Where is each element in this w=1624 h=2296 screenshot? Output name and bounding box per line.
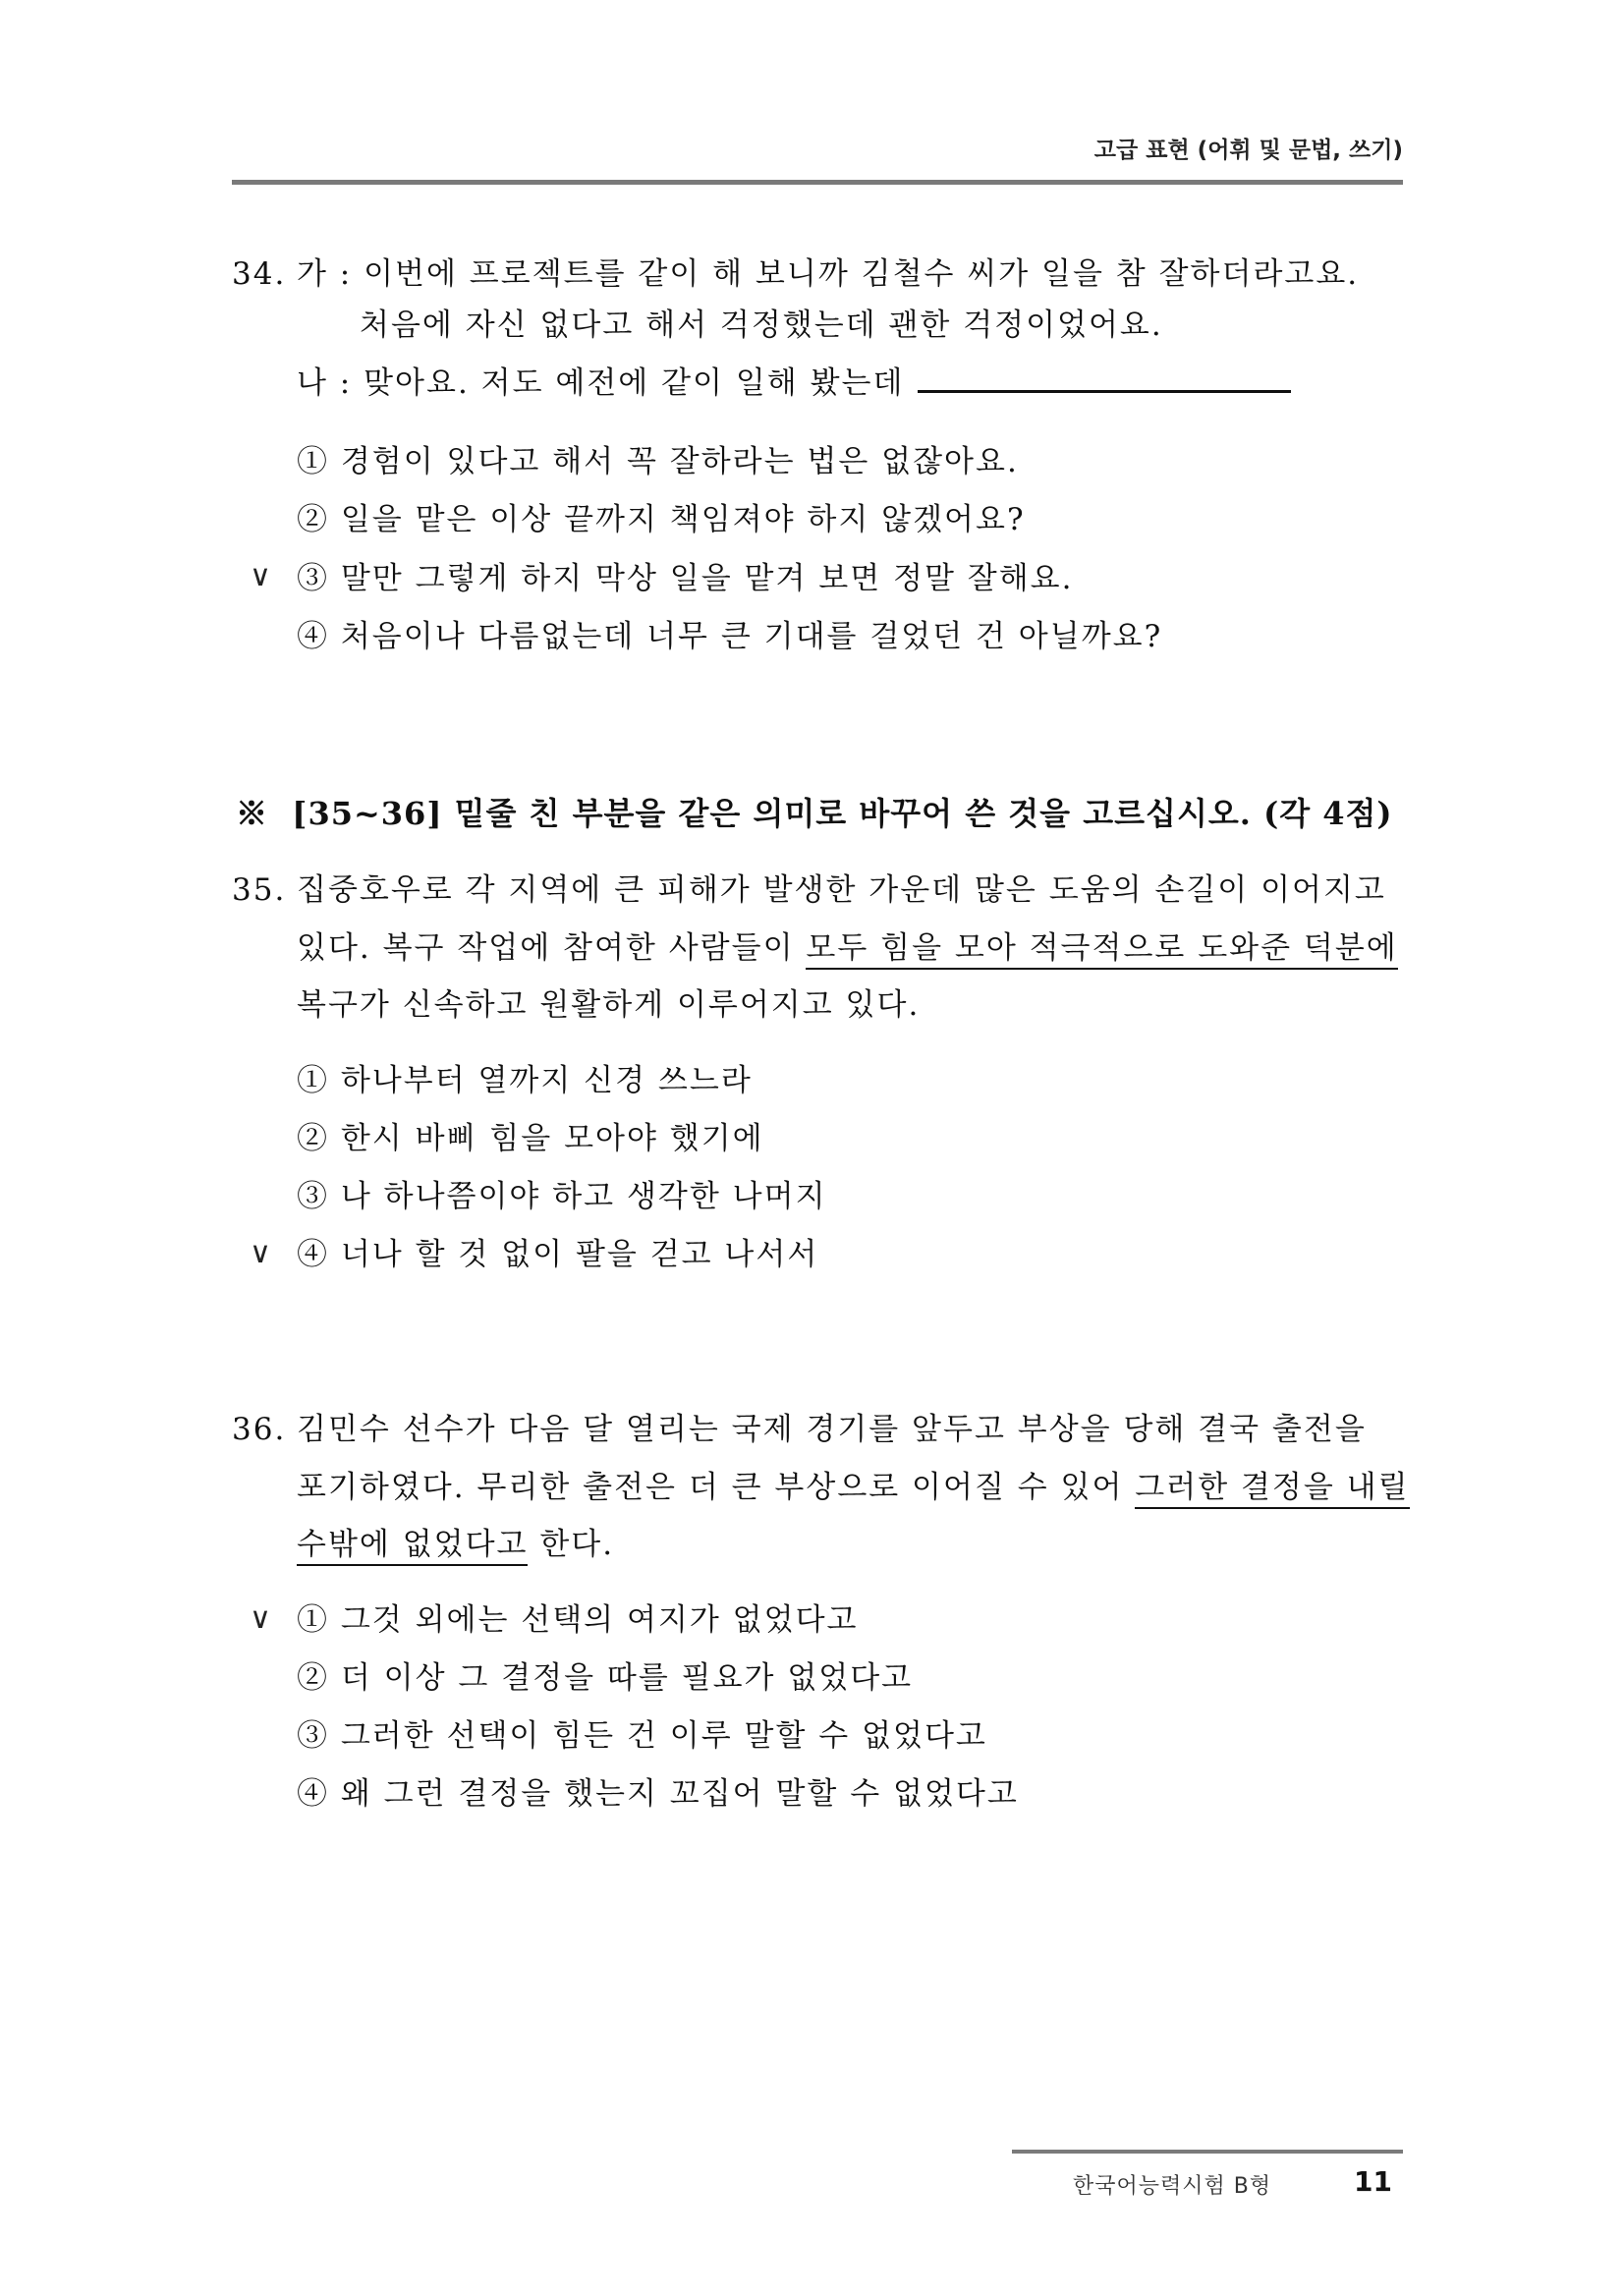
q36-text-2: 포기하였다. 무리한 출전은 더 큰 부상으로 이어질 수 있어 xyxy=(297,1470,1136,1505)
q34-speaker-a: 가 : xyxy=(297,256,353,292)
q34-line1 xyxy=(232,254,1359,294)
section-instruction xyxy=(236,794,1393,833)
q36-underlined-phrase-1: 그러한 결정을 내릴 xyxy=(1135,1470,1409,1509)
q35-option-1[interactable]: ① 하나부터 열까지 신경 쓰느라 xyxy=(297,1063,753,1098)
q34-option-2[interactable]: ② 일을 맡은 이상 끝까지 책임져야 하지 않겠어요? xyxy=(297,502,1026,537)
footer-exam-name: 한국어능력시험 B형 xyxy=(1073,2174,1272,2199)
q36-line3 xyxy=(297,1525,614,1564)
q36-option-3[interactable]: ③ 그러한 선택이 힘든 건 이루 말할 수 없었다고 xyxy=(297,1718,987,1754)
q34-number: 34. xyxy=(232,256,287,292)
q34-option-3[interactable]: ③ 말만 그렇게 하지 막상 일을 맡겨 보면 정말 잘해요. xyxy=(297,561,1074,596)
q34-line3 xyxy=(297,364,1291,403)
q34-answer-blank xyxy=(918,364,1291,393)
header-rule xyxy=(232,180,1403,185)
q36-underlined-phrase-2: 수밖에 없었다고 xyxy=(297,1527,528,1566)
q34-text-2: 처음에 자신 없다고 해서 걱정했는데 괜한 걱정이었어요. xyxy=(360,308,1163,343)
q34-speaker-b: 나 : xyxy=(297,365,353,401)
q34-option-4[interactable]: ④ 처음이나 다름없는데 너무 큰 기대를 걸었던 건 아닐까요? xyxy=(297,619,1163,654)
q35-check-mark: ∨ xyxy=(250,1236,271,1270)
q36-line2 xyxy=(297,1468,1410,1507)
q35-underlined-phrase: 모두 힘을 모아 적극적으로 도와준 덕분에 xyxy=(806,930,1397,970)
q36-line1 xyxy=(232,1410,1367,1449)
section-text: [35~36] 밑줄 친 부분을 같은 의미로 바꾸어 쓴 것을 고르십시오. (각 4점) xyxy=(292,795,1393,832)
q36-option-4[interactable]: ④ 왜 그런 결정을 했는지 꼬집어 말할 수 없었다고 xyxy=(297,1776,1019,1812)
q34-option-1[interactable]: ① 경험이 있다고 해서 꼭 잘하라는 법은 없잖아요. xyxy=(297,444,1019,479)
section-mark: ※ xyxy=(236,795,269,832)
q35-number: 35. xyxy=(232,872,287,908)
footer-page-number: 11 xyxy=(1354,2165,1392,2198)
q36-check-mark: ∨ xyxy=(250,1601,271,1636)
footer-rule xyxy=(1012,2150,1403,2154)
q36-number: 36. xyxy=(232,1412,287,1447)
q36-text-3: 한다. xyxy=(528,1527,615,1562)
q34-text-1: 이번에 프로젝트를 같이 해 보니까 김철수 씨가 일을 참 잘하더라고요. xyxy=(364,256,1360,292)
q35-option-2[interactable]: ② 한시 바삐 힘을 모아야 했기에 xyxy=(297,1121,764,1156)
q35-line2 xyxy=(297,928,1398,968)
q35-text-1: 집중호우로 각 지역에 큰 피해가 발생한 가운데 많은 도움의 손길이 이어지고 xyxy=(297,872,1386,908)
q34-check-mark: ∨ xyxy=(250,559,271,593)
q35-option-4[interactable]: ④ 너나 할 것 없이 팔을 걷고 나서서 xyxy=(297,1237,819,1272)
q36-option-2[interactable]: ② 더 이상 그 결정을 따를 필요가 없었다고 xyxy=(297,1660,914,1696)
q35-option-3[interactable]: ③ 나 하나쯤이야 하고 생각한 나머지 xyxy=(297,1179,827,1214)
q34-text-3: 맞아요. 저도 예전에 같이 일해 봤는데 xyxy=(364,365,905,401)
q35-line1 xyxy=(232,870,1386,910)
q36-text-1: 김민수 선수가 다음 달 열리는 국제 경기를 앞두고 부상을 당해 결국 출전을 xyxy=(297,1412,1367,1447)
page-header-title: 고급 표현 (어휘 및 문법, 쓰기) xyxy=(1093,138,1403,163)
q35-text-2: 있다. 복구 작업에 참여한 사람들이 xyxy=(297,930,807,966)
q36-option-1[interactable]: ① 그것 외에는 선택의 여지가 없었다고 xyxy=(297,1602,859,1638)
q35-text-3: 복구가 신속하고 원활하게 이루어지고 있다. xyxy=(297,987,921,1023)
